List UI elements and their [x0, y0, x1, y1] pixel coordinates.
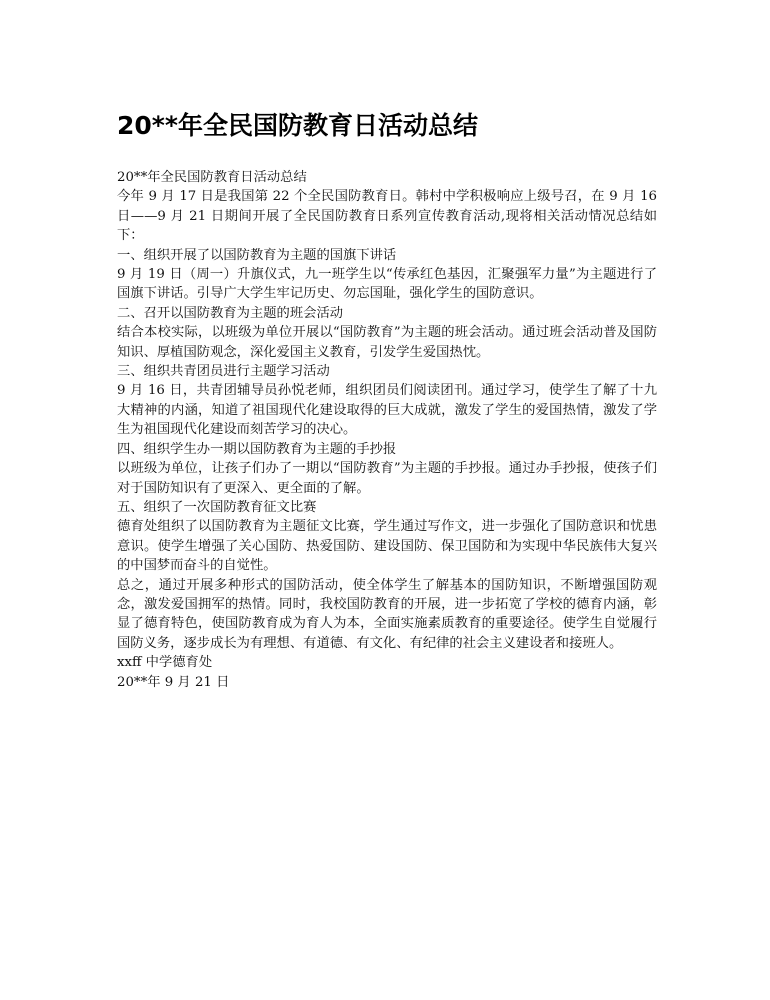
section-body-2: 结合本校实际，以班级为单位开展以“国防教育”为主题的班会活动。通过班会活动普及国防知识、厚植国防观念，深化爱国主义教育，引发学生爱国热忱。 [117, 325, 657, 360]
document-body [117, 168, 657, 692]
paragraph-conclusion: 总之，通过开展多种形式的国防活动，使全体学生了解基本的国防知识，不断增强国防观念，激发爱国拥军的热情。同时，我校国防教育的开展，进一步拓宽了学校的德育内涵，彰显了德育特色，使国防教育成为育人为本，全面实施素质教育的重要途径。使学生自觉履行国防义务，逐步成长为有理想、有道德、有文化、有纪律的社会主义建设者和接班人。 [117, 577, 657, 651]
signature-organization: xxff 中学德育处 [117, 655, 213, 671]
section-heading-4: 四、组织学生办一期以国防教育为主题的手抄报 [117, 441, 397, 457]
section-heading-5: 五、组织了一次国防教育征文比赛 [117, 499, 317, 515]
section-heading-3: 三、组织共青团员进行主题学习活动 [117, 364, 330, 380]
section-body-5: 德育处组织了以国防教育为主题征文比赛，学生通过写作文，进一步强化了国防意识和忧患意识。使学生增强了关心国防、热爱国防、建设国防、保卫国防和为实现中华民族伟大复兴的中国梦而奋斗的自觉性。 [117, 519, 657, 574]
paragraph-subtitle: 20**年全民国防教育日活动总结 [117, 170, 307, 185]
paragraph-intro: 今年 9 月 17 日是我国第 22 个全民国防教育日。韩村中学积极响应上级号召，在 9 月 16 日——9 月 21 日期间开展了全民国防教育日系列宣传教育活动,现将相关活动情况总结如下： [117, 189, 657, 244]
signature-date: 20**年 9 月 21 日 [117, 674, 230, 690]
section-body-4: 以班级为单位，让孩子们办了一期以“国防教育”为主题的手抄报。通过办手抄报，使孩子们对于国防知识有了更深入、更全面的了解。 [117, 461, 657, 496]
section-heading-1: 一、组织开展了以国防教育为主题的国旗下讲话 [117, 247, 397, 263]
section-body-1: 9 月 19 日（周一）升旗仪式，九一班学生以“传承红色基因，汇聚强军力量”为主题进行了国旗下讲话。引导广大学生牢记历史、勿忘国耻，强化学生的国防意识。 [117, 267, 657, 302]
section-heading-2: 二、召开以国防教育为主题的班会活动 [117, 305, 344, 321]
section-body-3: 9 月 16 日，共青团辅导员孙悦老师，组织团员们阅读团刊。通过学习，使学生了解了十九大精神的内涵，知道了祖国现代化建设取得的巨大成就，激发了学生的爱国热情，激发了学生为祖国现代化建设而刻苦学习的决心。 [117, 383, 657, 438]
document-title: 20**年全民国防教育日活动总结 [117, 111, 478, 140]
